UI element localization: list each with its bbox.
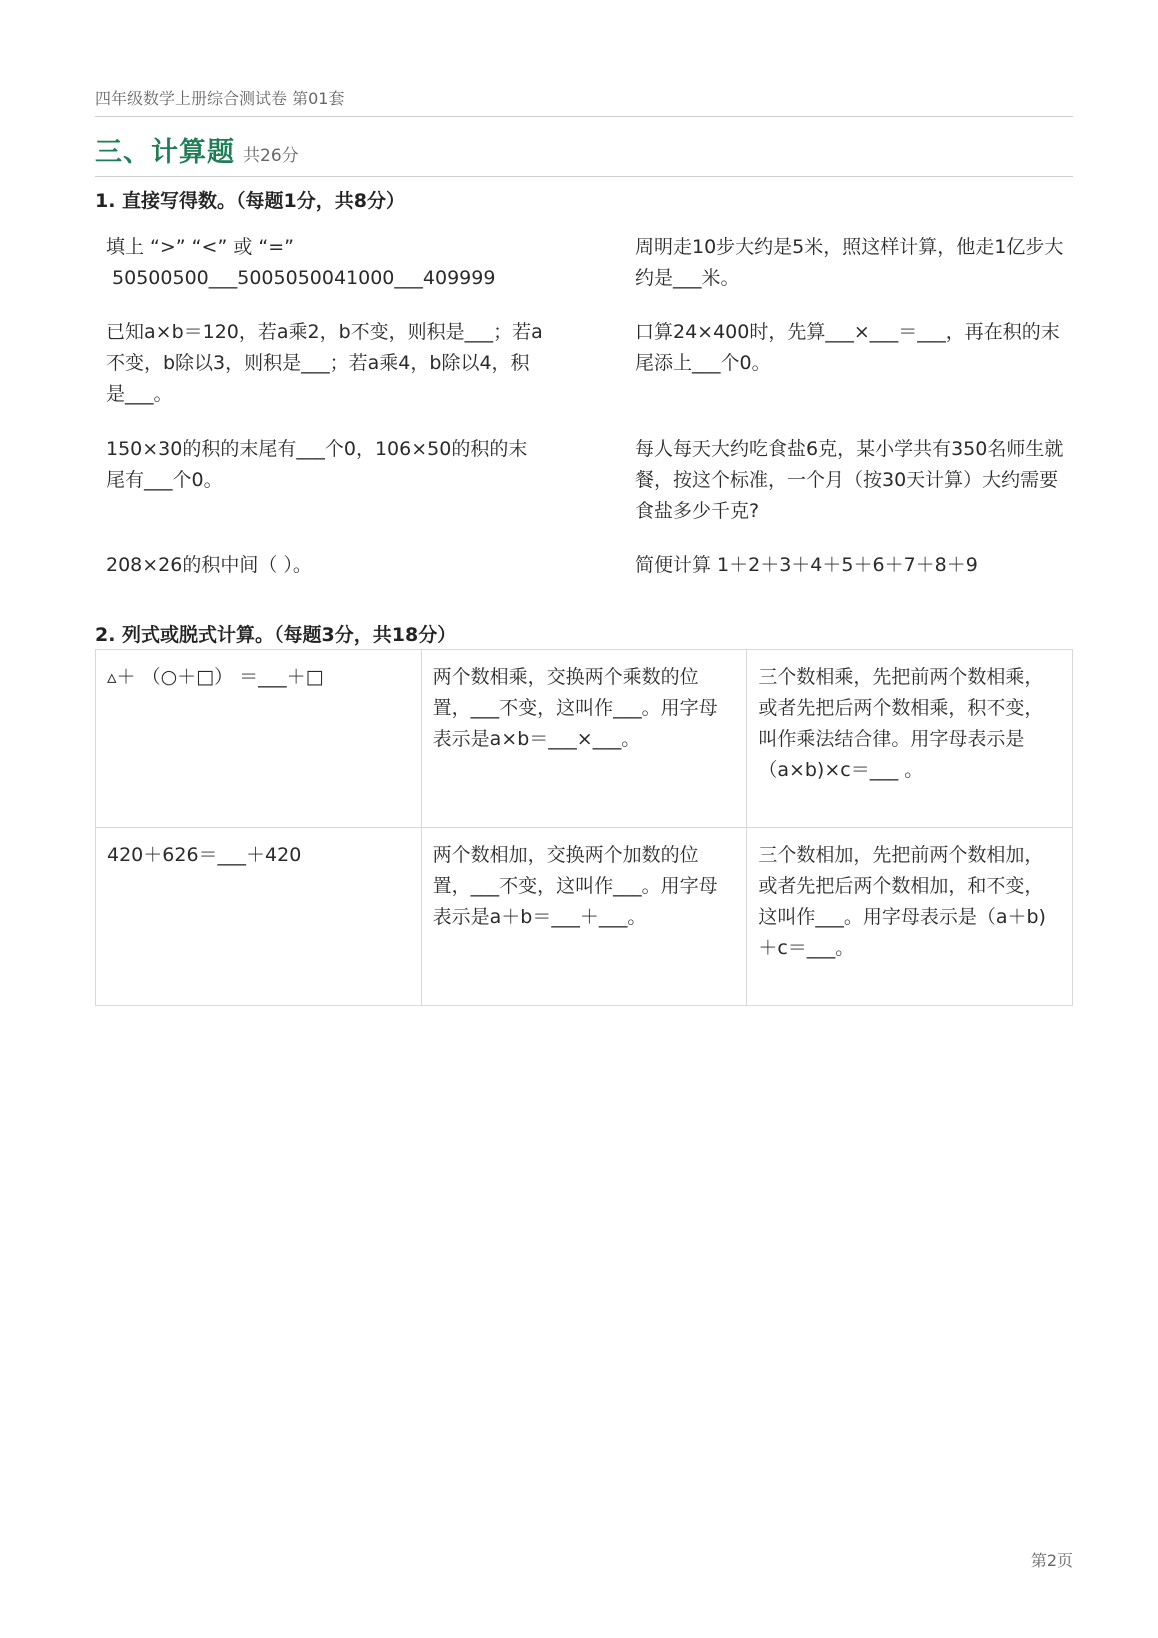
q1-item-8: 简便计算 1＋2＋3＋4＋5＋6＋7＋8＋9 [635, 554, 978, 576]
question-2-title: 2. 列式或脱式计算。（每题3分，共18分） [95, 624, 457, 646]
q1-item-4: 口算24×400时，先算___×___＝___，再在积的末尾添上___个0。 [635, 321, 1060, 374]
q1-item-1 [106, 232, 546, 294]
table-row [96, 828, 1073, 1006]
q1-item-1-numbers: 50500500___5005050041000___409999 [106, 267, 496, 289]
header-title: 四年级数学上册综合测试卷 第01套 [95, 89, 345, 108]
q1-item-3: 已知a×b＝120，若a乘2，b不变，则积是___；若a不变，b除以3，则积是___；若a乘4，b除以4，积是___。 [106, 321, 543, 405]
table-cell: 两个数相加，交换两个加数的位置，___不变，这叫作___。用字母表示是a＋b＝___＋___。 [421, 828, 747, 1006]
table-cell: 三个数相加，先把前两个数相加，或者先把后两个数相加，和不变，这叫作___。用字母表示是（a＋b)＋c＝___。 [747, 828, 1073, 1006]
page-number: 第2页 [1030, 1551, 1073, 1570]
section-heading [95, 130, 299, 169]
q1-item-1-instruction: 填上 “>” “<” 或 “=” [106, 236, 294, 258]
question-1-title: 1. 直接写得数。（每题1分，共8分） [95, 190, 405, 212]
table-cell: 三个数相乘，先把前两个数相乘，或者先把后两个数相乘，积不变，叫作乘法结合律。用字母表示是（a×b)×c＝___ 。 [747, 650, 1073, 828]
section-score: 共26分 [243, 146, 299, 166]
header-divider [95, 116, 1073, 117]
q1-item-5: 150×30的积的末尾有___个0，106×50的积的末尾有___个0。 [106, 438, 528, 491]
q1-item-7: 208×26的积中间（ ）。 [106, 554, 312, 576]
table-cell: 420＋626＝___＋420 [96, 828, 422, 1006]
table-cell: 两个数相乘，交换两个乘数的位置，___不变，这叫作___。用字母表示是a×b＝___×___。 [421, 650, 747, 828]
q1-item-6: 每人每天大约吃食盐6克，某小学共有350名师生就餐，按这个标准，一个月（按30天计算）大约需要食盐多少千克? [635, 438, 1064, 522]
table-row [96, 650, 1073, 828]
section-title: 三、计算题 [95, 137, 235, 168]
q1-item-2: 周明走10步大约是5米，照这样计算，他走1亿步大约是___米。 [635, 236, 1064, 289]
table-cell: ▵＋ （○＋□） ＝___＋□ [96, 650, 422, 828]
question-2-table [95, 649, 1073, 1006]
section-divider [95, 176, 1073, 177]
